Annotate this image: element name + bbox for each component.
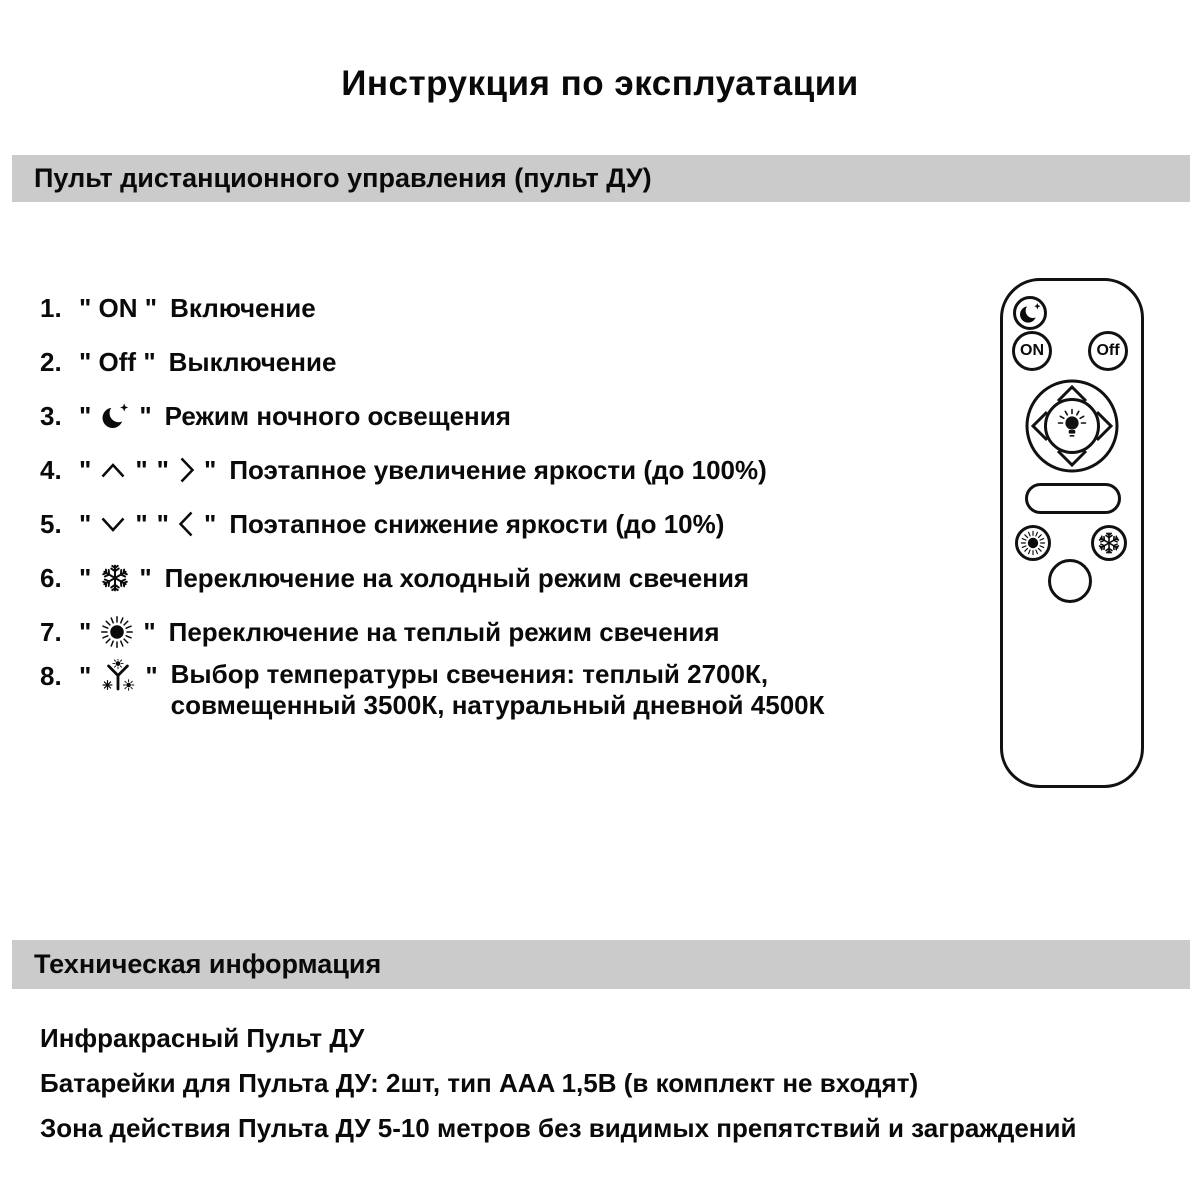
list-item	[40, 443, 824, 497]
section-header-tech	[12, 940, 1190, 989]
list-item-number: 1.	[40, 292, 62, 323]
pill-button	[1025, 483, 1121, 514]
chevron-left-icon	[178, 510, 195, 538]
tech-info-line: Зона действия Пульта ДУ 5-10 метров без видимых препятствий и заграждений	[40, 1113, 1077, 1143]
quote-mark: "	[156, 454, 169, 485]
quote-mark: "	[79, 616, 92, 647]
quote-mark: "	[135, 508, 148, 539]
instruction-list	[40, 281, 824, 721]
list-item-number: 8.	[40, 661, 62, 691]
tech-info-line: Инфракрасный Пульт ДУ	[40, 1023, 365, 1053]
list-item-number: 6.	[40, 562, 62, 593]
moon-icon	[1018, 301, 1042, 325]
list-item-text: Включение	[170, 292, 316, 323]
tech-info	[40, 1022, 1076, 1157]
quote-mark: "	[79, 508, 92, 539]
sun-icon	[100, 615, 134, 649]
snowflake-icon	[1097, 531, 1121, 555]
quote-mark: "	[156, 508, 169, 539]
remote-control-illustration	[1000, 278, 1144, 788]
color-select-icon	[100, 659, 136, 693]
section-header-tech-label: Техническая информация	[34, 949, 382, 979]
quote-mark: " Off "	[79, 346, 156, 377]
quote-mark: "	[79, 562, 92, 593]
quote-mark: "	[143, 616, 156, 647]
list-item-text: Выключение	[168, 346, 337, 377]
quote-mark: " ON "	[79, 292, 158, 323]
list-item	[40, 497, 824, 551]
cold-mode-button	[1091, 525, 1127, 561]
quote-mark: "	[203, 454, 217, 485]
list-item-text: Режим ночного освещения	[164, 400, 511, 431]
off-button-label: Off	[1096, 342, 1120, 359]
list-item-number: 4.	[40, 454, 62, 485]
section-header-remote	[12, 155, 1190, 202]
on-button-label: ON	[1020, 342, 1044, 359]
quote-mark: "	[203, 508, 217, 539]
warm-mode-button	[1015, 525, 1051, 561]
quote-mark: "	[145, 661, 158, 691]
snowflake-icon	[100, 563, 130, 593]
chevron-down-icon	[100, 516, 126, 533]
chevron-up-icon	[100, 462, 126, 479]
moon-icon	[100, 401, 130, 431]
list-item	[40, 281, 824, 335]
section-header-remote-label: Пульт дистанционного управления (пульт ДУ)	[34, 163, 652, 193]
list-item-text: Поэтапное увеличение яркости (до 100%)	[229, 454, 767, 485]
list-item-text: Переключение на теплый режим свечения	[168, 616, 720, 647]
quote-mark: "	[79, 454, 92, 485]
list-item-number: 2.	[40, 346, 62, 377]
night-mode-button	[1013, 296, 1047, 330]
quote-mark: "	[135, 454, 148, 485]
page-title: Инструкция по эксплуатации	[341, 64, 859, 103]
round-button	[1048, 559, 1092, 603]
list-item	[40, 551, 824, 605]
list-item-number: 3.	[40, 400, 62, 431]
list-item	[40, 389, 824, 443]
quote-mark: "	[139, 562, 152, 593]
list-item-number: 5.	[40, 508, 62, 539]
list-item-text: Поэтапное снижение яркости (до 10%)	[229, 508, 725, 539]
sun-icon	[1020, 530, 1046, 556]
dpad-button	[1024, 378, 1120, 474]
quote-mark: "	[139, 400, 152, 431]
list-item	[40, 335, 824, 389]
list-item-text: Выбор температуры свечения: теплый 2700К, совмещенный 3500К, натуральный дневной 4500К	[170, 659, 825, 720]
list-item-text: Переключение на холодный режим свечения	[164, 562, 750, 593]
list-item	[40, 659, 824, 721]
on-button	[1012, 331, 1052, 371]
chevron-right-icon	[178, 456, 195, 484]
list-item-number: 7.	[40, 616, 62, 647]
off-button	[1088, 331, 1128, 371]
tech-info-line: Батарейки для Пульта ДУ: 2шт, тип AAA 1,5В (в комплект не входят)	[40, 1068, 919, 1098]
quote-mark: "	[79, 400, 92, 431]
list-item	[40, 605, 824, 659]
quote-mark: "	[79, 661, 92, 691]
